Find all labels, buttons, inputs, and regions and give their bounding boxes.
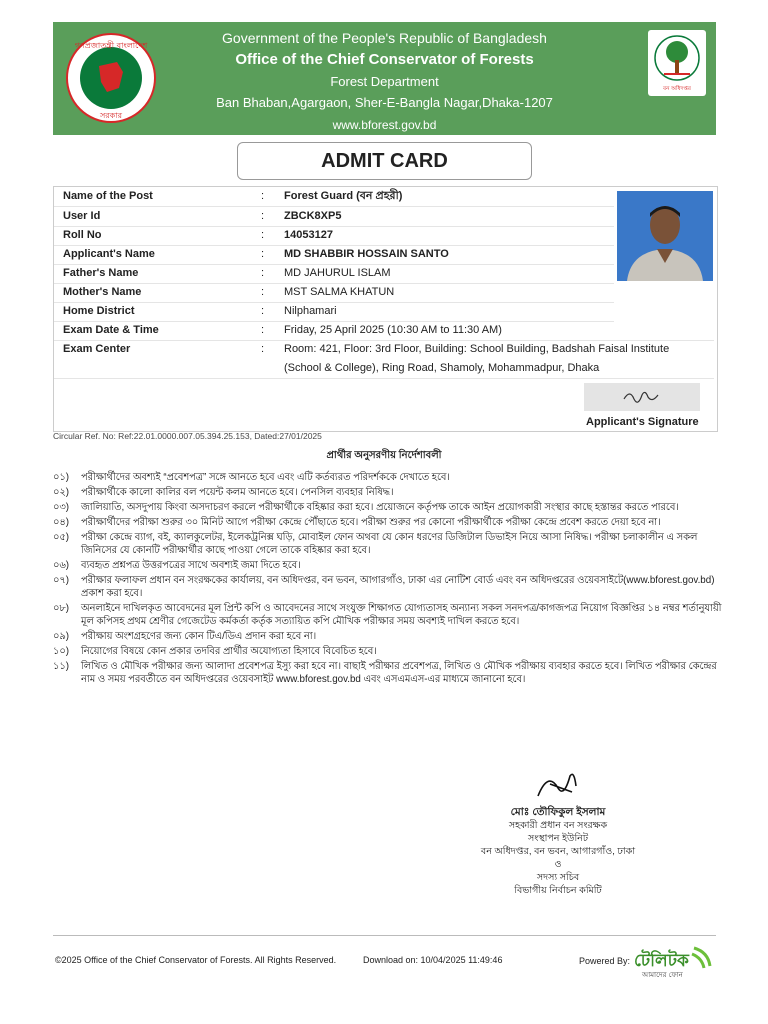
admit-card-title: ADMIT CARD	[237, 142, 532, 180]
item-text: পরীক্ষায় অংশগ্রহণের জন্য কোন টিএ/ডিএ প্রদান করা হবে না।	[81, 631, 317, 642]
instructions-list	[53, 471, 723, 688]
row-separator: :	[261, 229, 265, 241]
seal-text-top: গণপ্রজাতন্ত্রী বাংলাদেশ	[74, 41, 148, 50]
item-number: ০৭)	[53, 575, 70, 586]
forest-dept-logo	[648, 30, 706, 96]
item-text: জালিয়াতি, অসদুপায় কিংবা অসদাচরণ করলে পরীক্ষার্থীকে বহিষ্কার করা হবে। প্রয়োজনে কর্তৃপক্ষ তাকে আইন প্রয়োগকারী সংস্থার কাছে হস্তান্তর করতে পারবে।	[81, 502, 679, 513]
row-label: Exam Center	[63, 343, 131, 355]
item-text: পরীক্ষা কেন্দ্রে ব্যাগ, বই, ক্যালকুলেটর, ইলেকট্রনিক্স ঘড়ি, মোবাইল ফোন অথবা যে কোন ধরণের ডিজিটাল ডিভাইস নিয়ে আসা নিষিদ্ধ। পরীক্ষা চলাকালীন এ সকল জিনিসের যে কোনটি পরীক্ষার্থীর কাছে পাওয়া গেলে তাকে বহিষ্কার করা হবে।	[81, 532, 698, 556]
logo-caption: বন অধিদপ্তর	[663, 86, 691, 92]
item-text: পরীক্ষার ফলাফল প্রধান বন সংরক্ষকের কার্যালয়, বন অধিদপ্তর, বন ভবন, আগারগাঁও, ঢাকা এর নোটিশ বোর্ড এবং বন অধিদপ্তরের ওয়েবসাইটে(www.bforest.gov.bd) প্রকাশ করা হবে।	[81, 575, 715, 599]
item-number: ০৯)	[53, 631, 69, 642]
gov-title: Government of the People's Republic of Bangladesh	[222, 30, 547, 46]
applicant-photo	[617, 191, 713, 281]
signatory-block	[403, 766, 713, 897]
item-number: ০৮)	[53, 603, 69, 614]
row-separator: :	[261, 267, 265, 279]
item-number: ০৬)	[53, 560, 70, 571]
department: Forest Department	[330, 74, 439, 89]
table-row	[54, 226, 614, 246]
brand-tagline: আমাদের ফোন	[642, 971, 683, 979]
applicant-details-table	[53, 186, 718, 432]
signatory-line: ও	[554, 859, 562, 870]
copyright-text: ©2025 Office of the Chief Conservator of Forests. All Rights Reserved.	[55, 955, 337, 965]
row-separator: :	[261, 248, 265, 260]
row-label: Father's Name	[63, 267, 139, 279]
item-number: ০৪)	[53, 517, 69, 528]
row-label: Applicant's Name	[63, 248, 155, 260]
signatory-line: সহকারী প্রধান বন সংরক্ষক	[508, 820, 608, 831]
instructions-title: প্রার্থীর অনুসরণীয় নির্দেশাবলী	[326, 450, 442, 461]
row-label: Mother's Name	[63, 286, 142, 298]
table-row	[54, 283, 614, 303]
download-timestamp: Download on: 10/04/2025 11:49:46	[363, 955, 503, 965]
footer-divider	[53, 935, 716, 936]
father-name-value: MD JAHURUL ISLAM	[284, 267, 391, 279]
user-id-value: ZBCK8XP5	[284, 210, 342, 222]
list-item	[53, 471, 723, 484]
tree-icon	[648, 30, 706, 96]
teletalk-logo	[632, 942, 714, 980]
row-separator: :	[261, 324, 265, 336]
item-number: ০১)	[53, 472, 69, 483]
list-item	[53, 516, 723, 529]
circular-ref: Circular Ref. No: Ref:22.01.0000.007.05.394.25.153, Dated:27/01/2025	[53, 431, 322, 441]
signatory-line: সদস্য সচিব	[536, 872, 580, 883]
post-name-value: Forest Guard (বন প্রহরী)	[284, 190, 403, 202]
signature-label: Applicant's Signature	[586, 416, 699, 428]
exam-center-value: Room: 421, Floor: 3rd Floor, Building: School Building, Badshah Faisal Institute	[284, 343, 670, 355]
mother-name-value: MST SALMA KHATUN	[284, 286, 395, 298]
item-text: ব্যবহৃত প্রশ্নপত্র উত্তরপত্রের সাথে অবশ্যই জমা দিতে হবে।	[81, 560, 301, 571]
table-row	[54, 302, 614, 322]
table-row	[54, 321, 714, 341]
row-separator: :	[261, 190, 265, 202]
item-text: অনলাইনে দাখিলকৃত আবেদনের মূল প্রিন্ট কপি ও আবেদনের সাথে সংযুক্ত শিক্ষাগত যোগ্যতাসহ অন্যান্য সকল সনদপত্র/কাগজপত্র নিয়োগ বিজ্ঞপ্তির ১৪ নম্বর শর্তানুযায়ী মূল কপিসহ প্রথম শ্রেণীর গেজেটেড কর্মকর্তা কর্তৃক সত্যায়িত কপি মৌখিক পরীক্ষার সময় অবশ্যই দাখিল করতে হবে।	[81, 603, 722, 627]
applicant-signature-image	[584, 383, 700, 411]
list-item	[53, 660, 723, 686]
item-number: ১১)	[53, 661, 69, 672]
signatory-line: বন অধিদপ্তর, বন ভবন, আগারগাঁও, ঢাকা	[480, 846, 636, 857]
list-item	[53, 630, 723, 643]
table-row	[54, 207, 614, 227]
list-item	[53, 486, 723, 499]
row-label: Exam Date & Time	[63, 324, 159, 336]
seal-text-bottom: সরকার	[99, 111, 123, 120]
item-number: ০৫)	[53, 532, 69, 543]
roll-no-value: 14053127	[284, 229, 333, 241]
item-text: নিয়োগের বিষয়ে কোন প্রকার তদবির প্রার্থীর অযোগ্যতা হিসাবে বিবেচিত হবে।	[81, 646, 377, 657]
header-banner	[53, 22, 716, 135]
exam-datetime-value: Friday, 25 April 2025 (10:30 AM to 11:30 AM)	[284, 324, 502, 336]
home-district-value: Nilphamari	[284, 305, 337, 317]
row-separator: :	[261, 286, 265, 298]
list-item	[53, 645, 723, 658]
table-row	[54, 245, 614, 265]
table-row	[54, 340, 714, 379]
item-number: ০৩)	[53, 502, 70, 513]
item-text: পরীক্ষার্থীদের অবশ্যই “প্রবেশপত্র” সঙ্গে আনতে হবে এবং এটি কর্তব্যরত পরিদর্শককে দেখাতে হবে।	[81, 472, 450, 483]
row-label: Roll No	[63, 229, 102, 241]
list-item	[53, 574, 723, 600]
row-separator: :	[261, 343, 265, 355]
website: www.bforest.gov.bd	[332, 118, 437, 132]
table-row	[54, 264, 614, 284]
item-text: পরীক্ষার্থীকে কালো কালির বল পয়েন্ট কলম আনতে হবে। পেনসিল ব্যবহার নিষিদ্ধ।	[81, 487, 394, 498]
row-label: Home District	[63, 305, 135, 317]
exam-center-value-line2: (School & College), Ring Road, Shamoly, Mohammadpur, Dhaka	[284, 362, 600, 374]
list-item	[53, 602, 723, 628]
item-text: পরীক্ষার্থীদের পরীক্ষা শুরুর ৩০ মিনিট আগে পরীক্ষা কেন্দ্রে পৌঁছাতে হবে। পরীক্ষা শুরুর পর কোনো পরীক্ষার্থীকে পরীক্ষা কেন্দ্রে প্রবেশ করতে দেয়া হবে না।	[81, 517, 661, 528]
signatory-line: সংস্থাপন ইউনিট	[527, 833, 589, 844]
row-label: User Id	[63, 210, 101, 222]
item-text: লিখিত ও মৌখিক পরীক্ষার জন্য আলাদা প্রবেশপত্র ইস্যু করা হবে না। বাছাই পরীক্ষার প্রবেশপত্র, লিখিত ও মৌখিক পরীক্ষায় ব্যবহার করতে হবে। লিখিত পরীক্ষার কেন্দ্রের নাম ও সময় পরবর্তীতে বন অধিদপ্তরের ওয়েবসাইট www.bforest.gov.bd এবং এসএমএস-এর মাধ্যমে জানানো হবে।	[81, 661, 717, 685]
applicant-name-value: MD SHABBIR HOSSAIN SANTO	[284, 248, 449, 260]
list-item	[53, 559, 723, 572]
powered-by-label: Powered By:	[579, 956, 631, 966]
signatory-line: বিভাগীয় নির্বাচন কমিটি	[514, 885, 602, 896]
address: Ban Bhaban,Agargaon, Sher-E-Bangla Nagar,Dhaka-1207	[216, 95, 553, 110]
office-title: Office of the Chief Conservator of Forests	[235, 51, 534, 68]
signatory-name: মোঃ তৌফিকুল ইসলাম	[510, 806, 606, 818]
row-label: Name of the Post	[63, 190, 153, 202]
list-item	[53, 531, 723, 557]
item-number: ১০)	[53, 646, 69, 657]
item-number: ০২)	[53, 487, 70, 498]
row-separator: :	[261, 210, 265, 222]
table-row	[54, 187, 614, 207]
list-item	[53, 501, 723, 514]
officer-signature-image	[528, 766, 588, 806]
row-separator: :	[261, 305, 265, 317]
brand-name: টেলিটক	[634, 951, 689, 971]
